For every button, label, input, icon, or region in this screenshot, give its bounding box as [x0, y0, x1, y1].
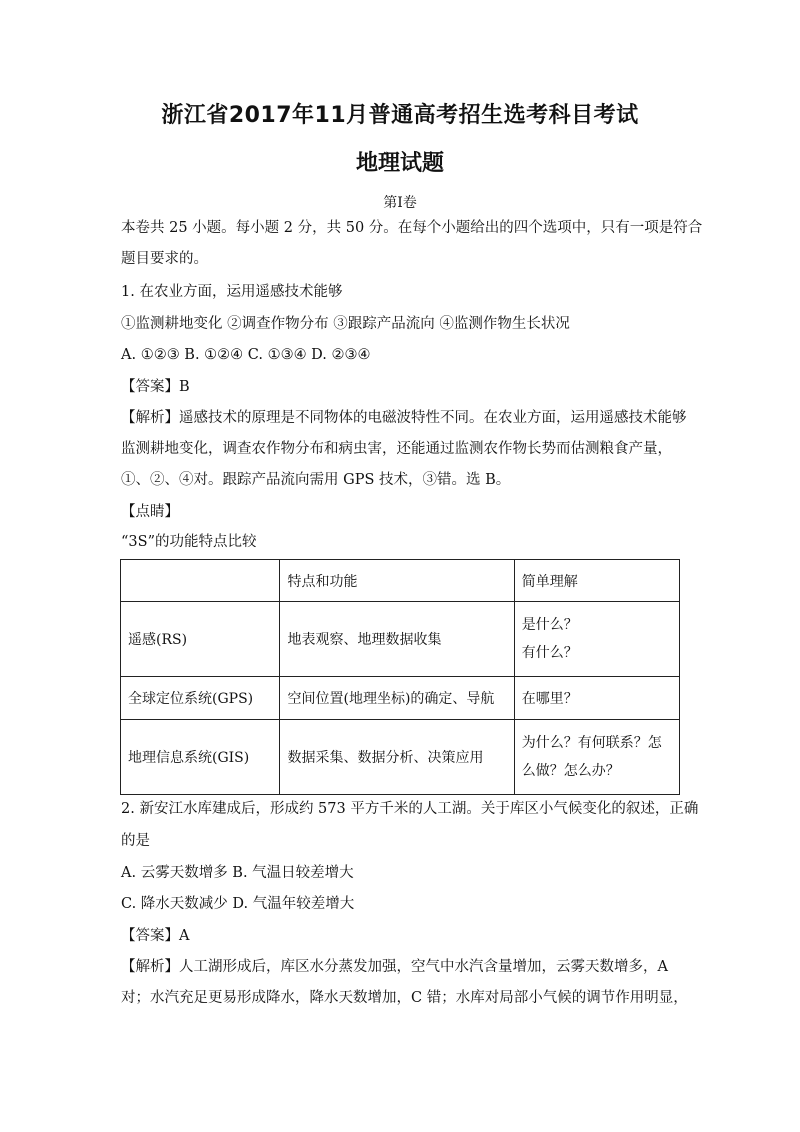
table-row: [121, 677, 680, 720]
intro-line-2: 题目要求的。: [121, 251, 208, 267]
table-header-cell: [121, 560, 280, 602]
q1-options: A. ①②③ B. ①②④ C. ①③④ D. ②③④: [121, 347, 371, 363]
q1-answer: 【答案】B: [121, 379, 190, 395]
q2-analysis-1: 【解析】人工湖形成后，库区水分蒸发加强，空气中水汽含量增加，云雾天数增多，A: [121, 959, 668, 975]
table-header-cell: 简单理解: [514, 560, 679, 602]
table-cell-line: 是什么？: [521, 617, 578, 633]
q2-answer: 【答案】A: [121, 928, 190, 944]
table-cell-name: 全球定位系统(GPS): [121, 677, 280, 720]
table-cell-line: 么做？怎么办？: [521, 763, 620, 779]
table-cell-function: 数据采集、数据分析、决策应用: [280, 720, 514, 795]
table-cell-name: 遥感(RS): [121, 602, 280, 677]
table-header-row: [121, 560, 680, 602]
q1-analysis-1: 【解析】遥感技术的原理是不同物体的电磁波特性不同。在农业方面，运用遥感技术能够: [121, 410, 687, 426]
table-cell-line: 有什么？: [521, 645, 578, 661]
exam-subtitle: 地理试题: [355, 151, 444, 176]
table-cell-function: 地表观察、地理数据收集: [280, 602, 514, 677]
q1-tip: 【点睛】: [121, 504, 179, 520]
q1-analysis-2: 监测耕地变化，调查农作物分布和病虫害，还能通过监测农作物长势而估测粮食产量，: [121, 441, 672, 457]
table-row: [121, 602, 680, 677]
volume-label: 第Ⅰ卷: [383, 195, 417, 211]
table-row: [121, 720, 680, 795]
q1-stem: 1. 在农业方面，运用遥感技术能够: [121, 284, 343, 300]
table-cell-line: 为什么？有何联系？怎: [521, 735, 662, 751]
q2-stem-2: 的是: [121, 833, 150, 849]
q2-options-ab: A. 云雾天数增多 B. 气温日较差增大: [121, 865, 354, 881]
table-header-cell: 特点和功能: [280, 560, 514, 602]
table-cell-understand: [514, 720, 679, 795]
table-cell-understand: [514, 602, 679, 677]
table-cell-understand: 在哪里？: [514, 677, 679, 720]
table-cell-function: 空间位置(地理坐标)的确定、导航: [280, 677, 514, 720]
table-caption: “3S”的功能特点比较: [121, 534, 257, 550]
q2-analysis-2: 对；水汽充足更易形成降水，降水天数增加，C 错；水库对局部小气候的调节作用明显，: [121, 990, 688, 1006]
q1-analysis-3: ①、②、④对。跟踪产品流向需用 GPS 技术，③错。选 B。: [121, 472, 511, 488]
intro-line-1: 本卷共 25 小题。每小题 2 分，共 50 分。在每个小题给出的四个选项中，只有一项是符合: [121, 220, 703, 236]
comparison-table: [120, 559, 680, 795]
q1-items: ①监测耕地变化 ②调查作物分布 ③跟踪产品流向 ④监测作物生长状况: [121, 316, 570, 332]
table-cell-name: 地理信息系统(GIS): [121, 720, 280, 795]
q2-stem-1: 2. 新安江水库建成后，形成约 573 平方千米的人工湖。关于库区小气候变化的叙述，正确: [121, 801, 699, 817]
exam-title: 浙江省2017年11月普通高考招生选考科目考试: [161, 103, 639, 128]
q2-options-cd: C. 降水天数减少 D. 气温年较差增大: [121, 896, 355, 912]
